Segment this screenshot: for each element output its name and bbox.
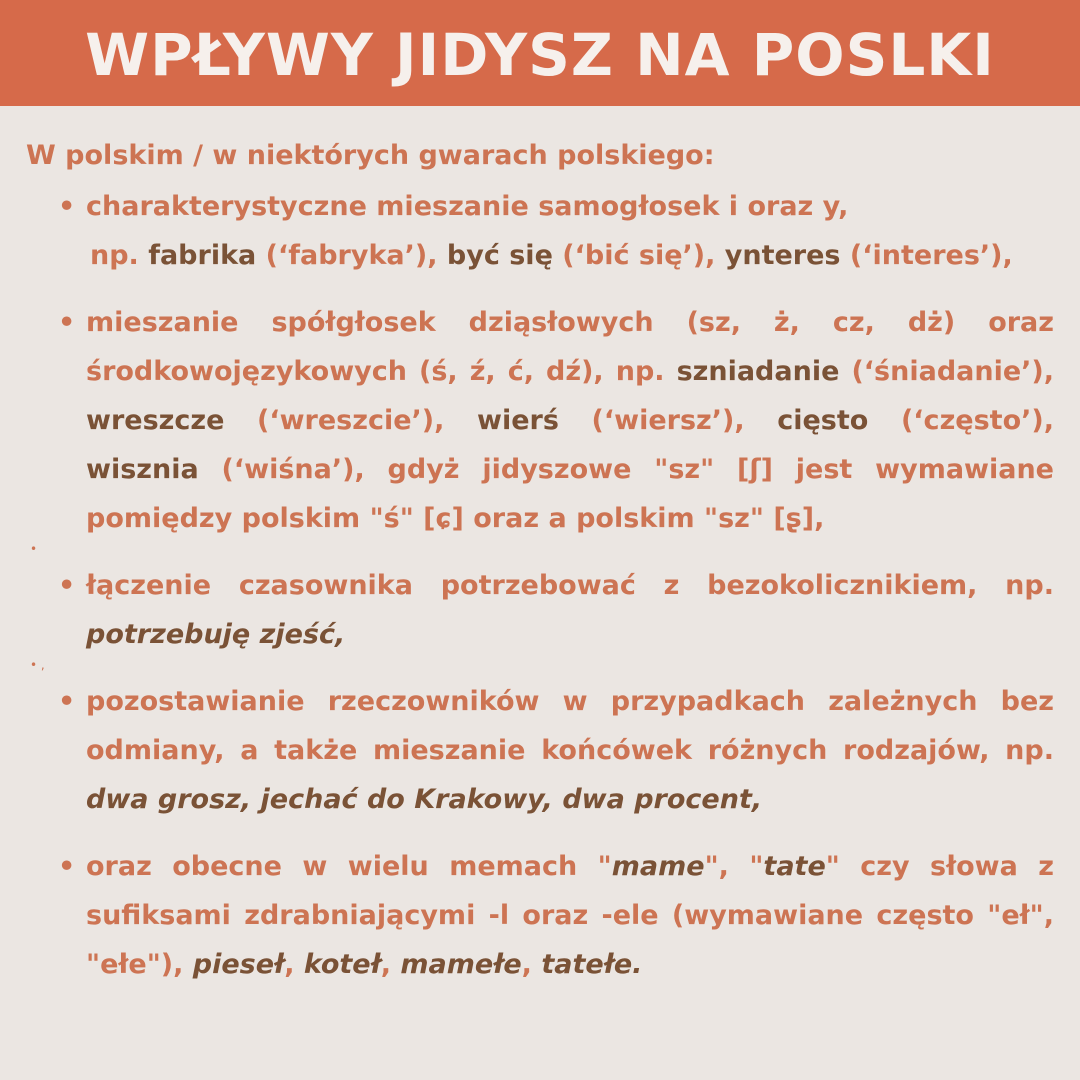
item-text: " czy słowa z sufiksami zdrabniającymi -l oraz -ele (wymawiane często "eł", "ełe"), — [86, 851, 1054, 980]
example-word: tatełe. — [541, 949, 643, 980]
item-text: ", " — [704, 851, 764, 882]
np-text: np. — [90, 240, 149, 271]
item-text: łączenie czasownika potrzebować z bezokolicznikiem, np. — [86, 570, 1054, 601]
header-bar — [0, 0, 1080, 106]
list-item — [86, 298, 1054, 543]
gloss: (‘często’), — [868, 405, 1054, 436]
example-word: cięsto — [777, 405, 869, 436]
intro-text: W polskim / w niektórych gwarach polskiego: — [26, 140, 715, 171]
page-title: WPŁYWY JIDYSZ NA POSLKI — [85, 21, 995, 89]
gloss: (‘wreszcie’), — [224, 405, 478, 436]
example-word: wreszcze — [86, 405, 225, 436]
content — [22, 132, 1054, 1007]
example-word: koteł — [303, 949, 381, 980]
example-word: ynteres — [724, 240, 841, 271]
stray-dot: • — [30, 542, 38, 556]
example-word: pieseł — [192, 949, 285, 980]
gloss: (‘wiersz’), — [558, 405, 778, 436]
item-lead: • charakterystyczne mieszanie samogłosek i oraz y, — [86, 191, 849, 222]
gloss: (‘interes’), — [840, 240, 1013, 271]
example-word: mamełe — [400, 949, 522, 980]
example-phrase: potrzebuję zjeść, — [86, 619, 346, 650]
list-item — [86, 677, 1054, 824]
item-text: oraz obecne w wielu memach " — [86, 851, 612, 882]
item-examples — [86, 231, 1054, 280]
example-word: fabrika — [148, 240, 257, 271]
example-word: mame — [611, 851, 705, 882]
example-word: szniadanie — [676, 356, 840, 387]
example-word: wisznia — [86, 454, 199, 485]
stray-dot: • , — [30, 658, 45, 672]
item-text: mieszanie spółgłosek dziąsłowych (sz, ż, cz, dż) oraz środkowojęzykowych (ś, ź, ć, dź), np. — [86, 307, 1054, 387]
example-word: tate — [763, 851, 826, 882]
gloss: (‘fabryka’), — [256, 240, 447, 271]
example-phrase: dwa grosz, jechać do Krakowy, dwa procent, — [86, 784, 763, 815]
bullet-list — [22, 182, 1054, 989]
item-text: , — [380, 949, 401, 980]
example-word: wierś — [477, 405, 559, 436]
item-text: , — [284, 949, 304, 980]
gloss: (‘wiśna’), gdyż jidyszowe "sz" [ʃ] jest wymawiane pomiędzy polskim "ś" [ɕ] oraz a polskim "sz" [ʂ], — [86, 454, 1054, 534]
item-text: , — [521, 949, 542, 980]
list-item — [86, 182, 1054, 280]
list-item — [86, 842, 1054, 989]
list-item — [86, 561, 1054, 659]
example-word: być się — [446, 240, 553, 271]
item-text: pozostawianie rzeczowników w przypadkach zależnych bez odmiany, a także mieszanie końcówek różnych rodzajów, np. — [86, 686, 1054, 766]
gloss: (‘śniadanie’), — [839, 356, 1055, 387]
gloss: (‘bić się’), — [552, 240, 725, 271]
